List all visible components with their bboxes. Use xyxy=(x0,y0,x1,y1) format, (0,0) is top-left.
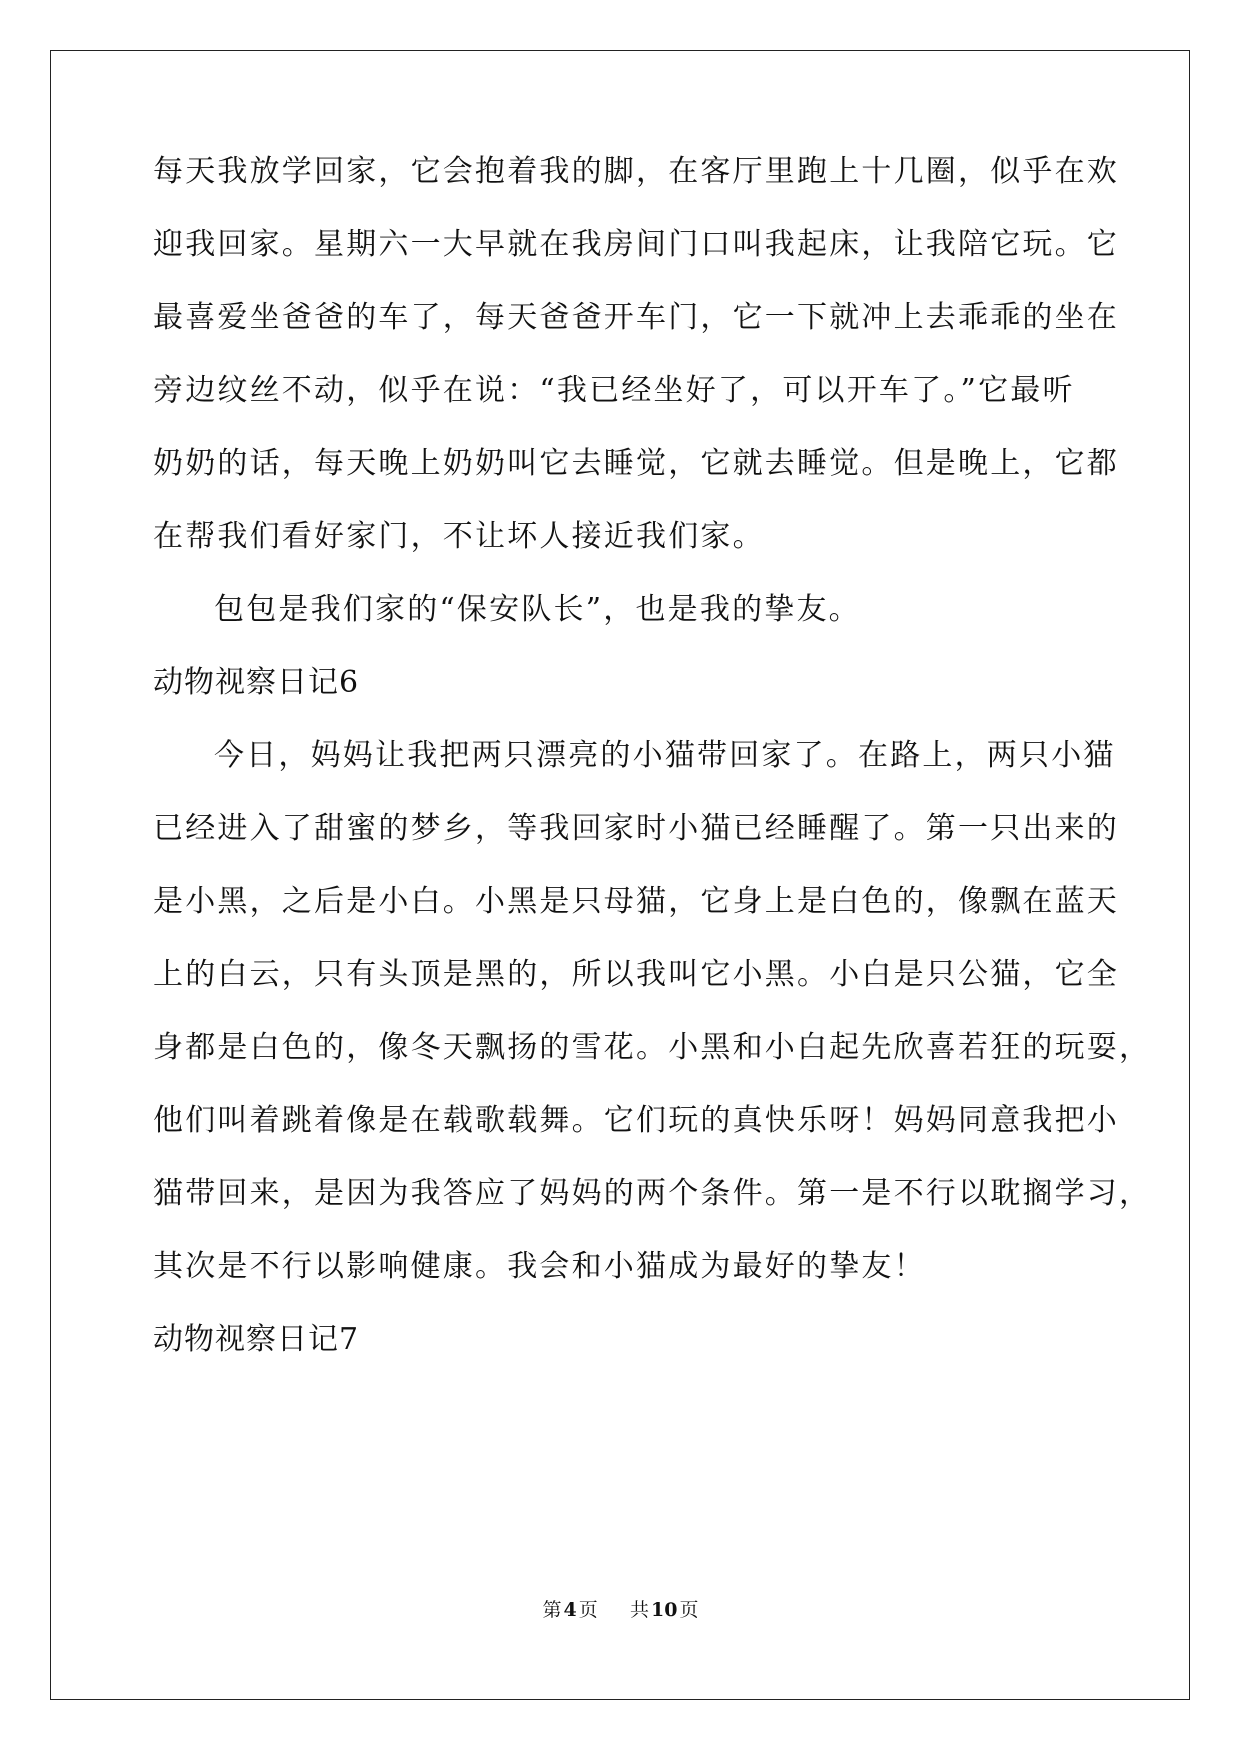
paragraph-line: 包包是我们家的“保安队长”，也是我的挚友。 xyxy=(214,592,861,627)
paragraph-line: 在帮我们看好家门，不让坏人接近我们家。 xyxy=(153,519,765,554)
section-heading: 动物视察日记7 xyxy=(153,1322,360,1357)
total-label: 共 xyxy=(629,1599,649,1621)
paragraph-line: 上的白云，只有头顶是黑的，所以我叫它小黑。小白是只公猫，它全 xyxy=(153,957,1119,992)
paragraph-line: 奶奶的话，每天晚上奶奶叫它去睡觉，它就去睡觉。但是晚上，它都 xyxy=(153,446,1119,481)
paragraph-line: 最喜爱坐爸爸的车了，每天爸爸开车门，它一下就冲上去乖乖的坐在 xyxy=(153,300,1119,335)
paragraph-line: 猫带回来，是因为我答应了妈妈的两个条件。第一是不行以耽搁学习， xyxy=(153,1176,1152,1211)
paragraph-line: 身都是白色的，像冬天飘扬的雪花。小黑和小白起先欣喜若狂的玩耍， xyxy=(153,1030,1152,1065)
total-indicator xyxy=(628,1599,700,1621)
paragraph-line: 已经进入了甜蜜的梦乡，等我回家时小猫已经睡醒了。第一只出来的 xyxy=(153,811,1119,846)
paragraph-line: 是小黑，之后是小白。小黑是只母猫，它身上是白色的，像飘在蓝天 xyxy=(153,884,1119,919)
page-indicator xyxy=(541,1599,600,1621)
paragraph-line: 他们叫着跳着像是在载歌载舞。它们玩的真快乐呀！妈妈同意我把小 xyxy=(153,1103,1119,1138)
page-footer xyxy=(0,1598,1241,1622)
paragraph-line: 今日，妈妈让我把两只漂亮的小猫带回家了。在路上，两只小猫 xyxy=(214,738,1116,773)
paragraph-line: 旁边纹丝不动，似乎在说：“我已经坐好了，可以开车了。”它最听 xyxy=(153,373,1075,408)
total-number: 10 xyxy=(650,1599,678,1621)
paragraph-line: 迎我回家。星期六一大早就在我房间门口叫我起床，让我陪它玩。它 xyxy=(153,227,1119,262)
total-unit: 页 xyxy=(679,1599,699,1621)
section-heading: 动物视察日记6 xyxy=(153,665,360,700)
page-unit: 页 xyxy=(578,1599,598,1621)
paragraph-line: 其次是不行以影响健康。我会和小猫成为最好的挚友！ xyxy=(153,1249,926,1284)
page-number: 4 xyxy=(563,1599,577,1621)
paragraph-line: 每天我放学回家，它会抱着我的脚，在客厅里跑上十几圈，似乎在欢 xyxy=(153,154,1119,189)
page-label: 第 xyxy=(542,1599,562,1621)
